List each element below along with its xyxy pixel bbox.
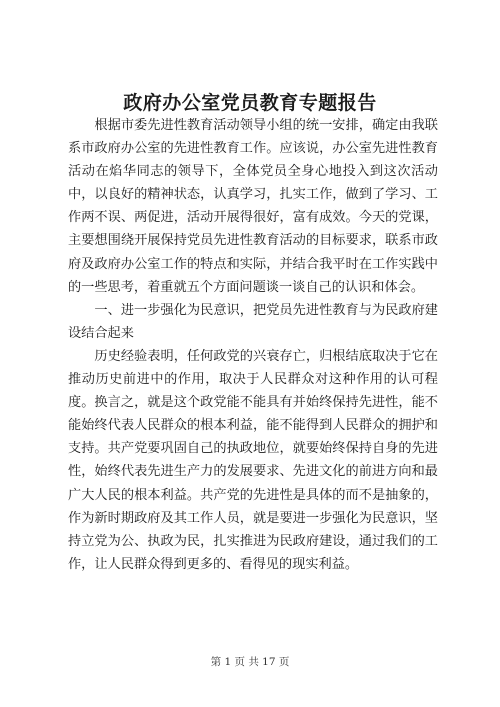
document-body bbox=[68, 114, 438, 576]
page-footer: 第 1 页 共 17 页 bbox=[210, 656, 290, 668]
body-paragraph: 历史经验表明，任何政党的兴衰存亡，归根结底取决于它在推动历史前进中的作用，取决于人民群众对这种作用的认可程度。换言之，就是这个政党能不能具有并始终保持先进性，能不能始终代表人民群众的根本利益，能不能得到人民群众的拥护和支持。共产党要巩固自己的执政地位，就要始终保持自身的先进性，始终代表先进生产力的发展要求、先进文化的前进方向和最广大人民的根本利益。共产党的先进性是具体的而不是抽象的，作为新时期政府及其工作人员，就是要进一步强化为民意识，坚持立党为公、执政为民，扎实推进为民政府建设，通过我们的工作，让人民群众得到更多的、看得见的现实利益。 bbox=[68, 348, 438, 572]
intro-paragraph: 根据市委先进性教育活动领导小组的统一安排，确定由我联系市政府办公室的先进性教育工作。应该说，办公室先进性教育活动在焰华同志的领导下，全体党员全身心地投入到这次活动中，以良好的精神状态，认真学习，扎实工作，做到了学习、工作两不误、两促进，活动开展得很好，富有成效。今天的党课，主要想围绕开展保持党员先进性教育活动的目标要求，联系市政府及政府办公室工作的特点和实际，并结合我平时在工作实践中的一些思考，着重就五个方面问题谈一谈自己的认识和体会。 bbox=[68, 118, 438, 295]
document-title: 政府办公室党员教育专题报告 bbox=[123, 92, 377, 114]
section-heading: 一、进一步强化为民意识，把党员先进性教育与为民政府建设结合起来 bbox=[68, 302, 438, 341]
